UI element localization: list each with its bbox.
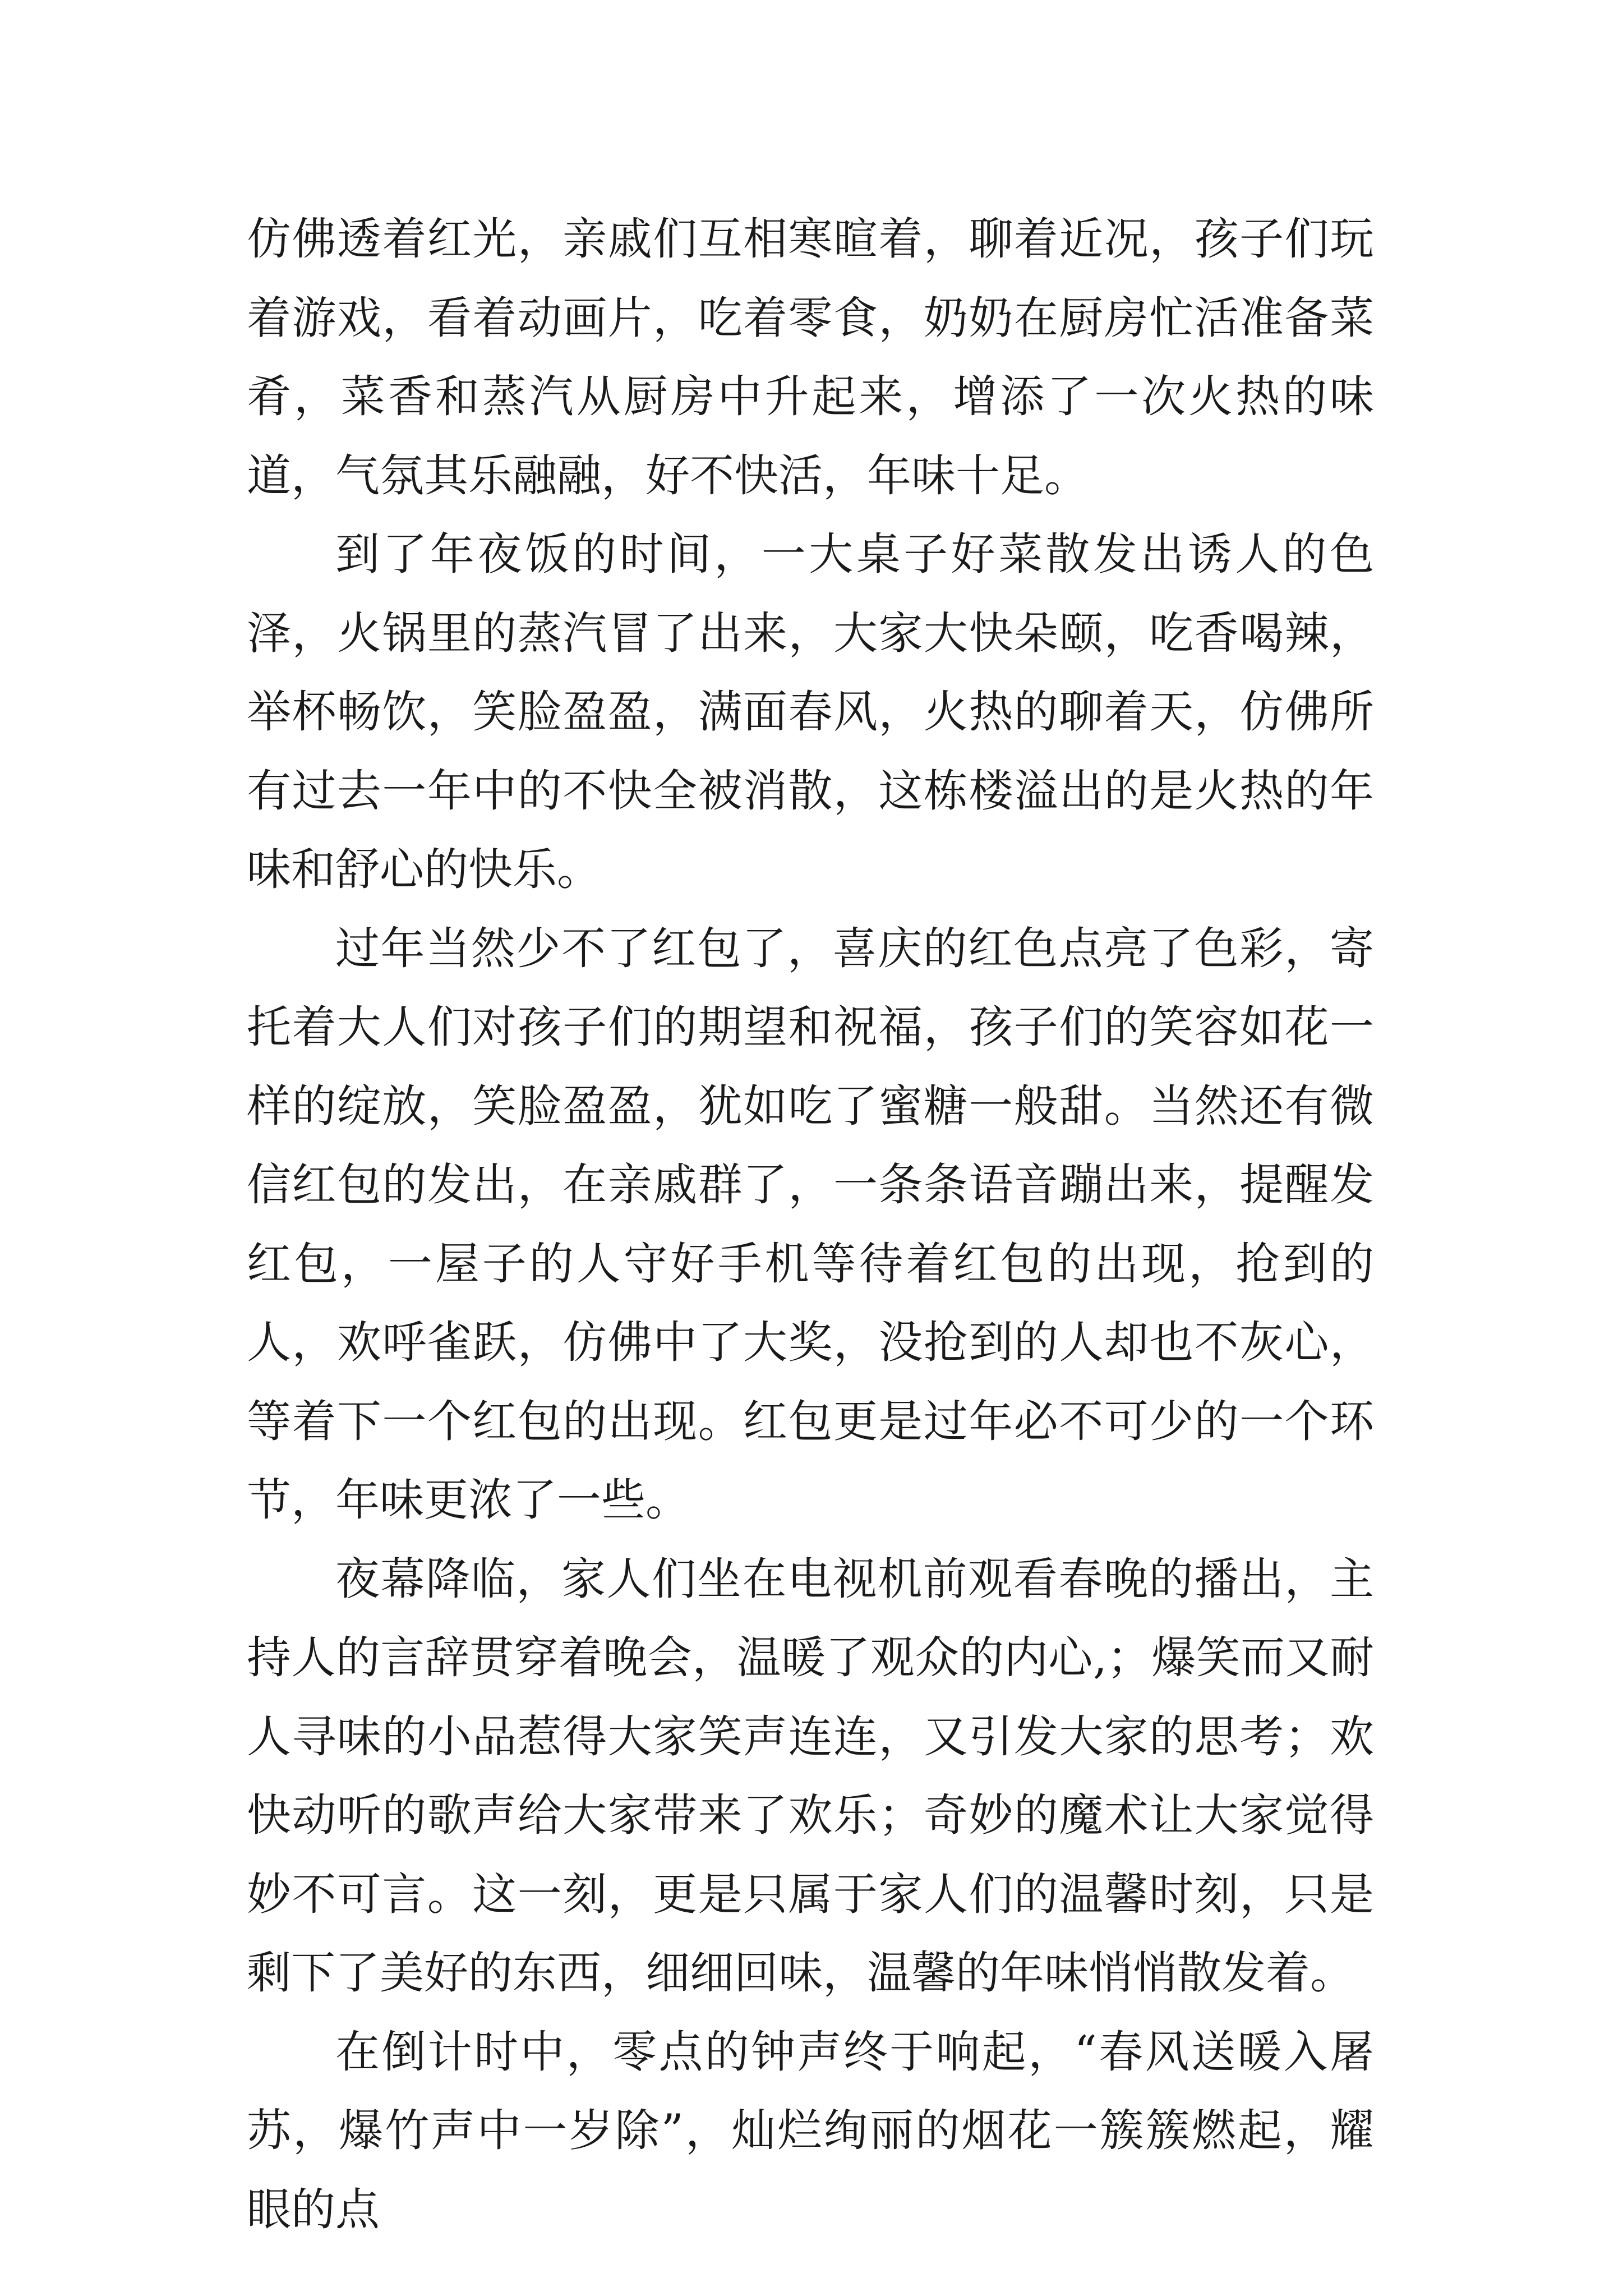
paragraph-1: 仿佛透着红光，亲戚们互相寒暄着，聊着近况，孩子们玩着游戏，看着动画片，吃着零食，奶奶在厨房忙活准备菜肴，菜香和蒸汽从厨房中升起来，增添了一次火热的味道，气氛其乐融融，好不快活，年味十足。	[247, 213, 1374, 501]
paragraph-2: 到了年夜饭的时间，一大桌子好菜散发出诱人的色泽，火锅里的蒸汽冒了出来，大家大快朵颐，吃香喝辣，举杯畅饮，笑脸盈盈，满面春风，火热的聊着天，仿佛所有过去一年中的不快全被消散，这栋楼溢出的是火热的年味和舒心的快乐。	[247, 528, 1374, 895]
paragraph-4: 夜幕降临，家人们坐在电视机前观看春晚的播出，主持人的言辞贯穿着晚会，温暖了观众的内心,；爆笑而又耐人寻味的小品惹得大家笑声连连，又引发大家的思考；欢快动听的歌声给大家带来了欢乐；奇妙的魔术让大家觉得妙不可言。这一刻，更是只属于家人们的温馨时刻，只是剩下了美好的东西，细细回味，温馨的年味悄悄散发着。	[247, 1553, 1374, 1999]
body-text	[247, 200, 1374, 2249]
paragraph-3: 过年当然少不了红包了，喜庆的红色点亮了色彩，寄托着大人们对孩子们的期望和祝福，孩子们的笑容如花一样的绽放，笑脸盈盈，犹如吃了蜜糖一般甜。当然还有微信红包的发出，在亲戚群了，一条条语音蹦出来，提醒发红包，一屋子的人守好手机等待着红包的出现，抢到的人，欢呼雀跃，仿佛中了大奖，没抢到的人却也不灰心，等着下一个红包的出现。红包更是过年必不可少的一个环节，年味更浓了一些。	[247, 922, 1374, 1526]
paragraph-5: 在倒计时中，零点的钟声终于响起，“春风送暖入屠苏，爆竹声中一岁除”，灿烂绚丽的烟花一簇簇燃起，耀眼的点	[247, 2026, 1374, 2235]
